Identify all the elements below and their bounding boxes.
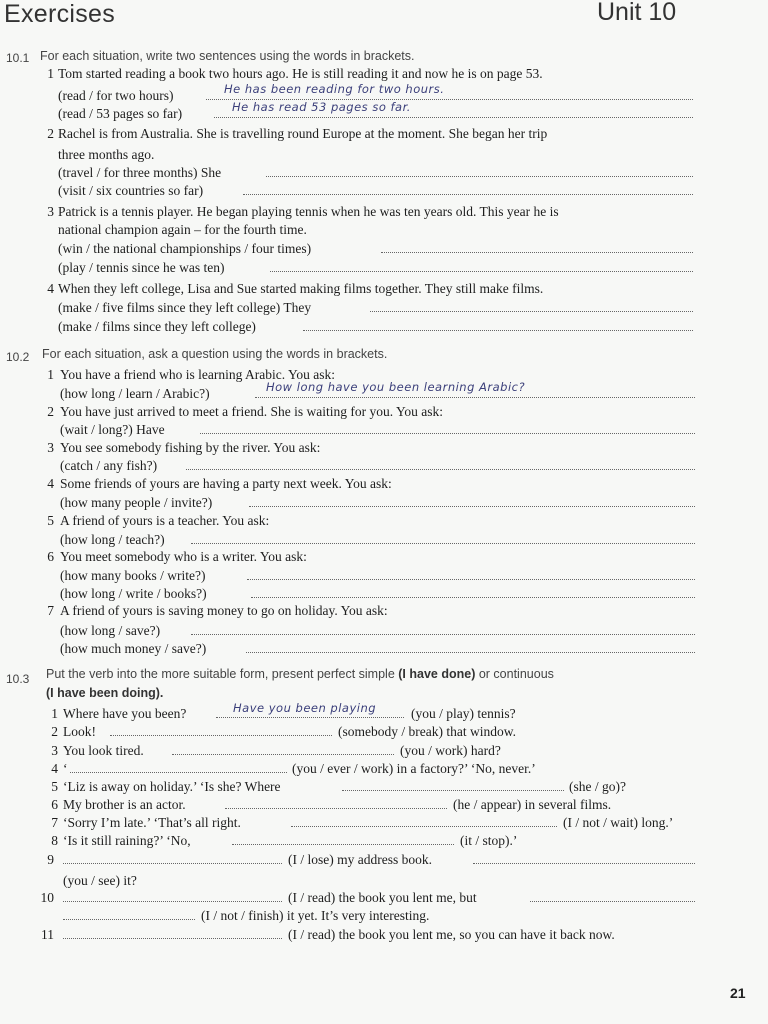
answer-line[interactable] xyxy=(530,901,695,902)
question-text: Patrick is a tennis player. He began playing tennis when he was ten years old. This year he is xyxy=(58,204,559,219)
answer-line[interactable] xyxy=(381,252,693,253)
section-instruction: For each situation, write two sentences using the words in brackets. xyxy=(40,49,415,63)
question-number: 6 xyxy=(47,549,54,564)
unit-title: Unit 10 xyxy=(597,0,677,26)
verb-prompt: (I / not / finish) it yet. It’s very interesting. xyxy=(201,908,430,923)
verb-prompt: (I / read) the book you lent me, so you can have it back now. xyxy=(288,927,615,942)
section-instruction xyxy=(46,686,163,700)
question-number: 7 xyxy=(51,815,58,830)
prompt: (how many books / write?) xyxy=(60,568,206,583)
question-text: You have a friend who is learning Arabic. You ask: xyxy=(60,367,335,382)
answer-line[interactable] xyxy=(63,919,195,920)
prompt: (visit / six countries so far) xyxy=(58,183,204,198)
page-number: 21 xyxy=(730,985,746,1001)
prompt: (make / five films since they left college) They xyxy=(58,300,312,315)
answer-line[interactable] xyxy=(191,543,695,544)
prompt: (wait / long?) Have xyxy=(60,422,165,437)
question-text: three months ago. xyxy=(58,147,155,162)
question-number: 6 xyxy=(51,797,58,812)
sentence-start: ‘Is it still raining?’ ‘No, xyxy=(63,833,191,848)
prompt: (how many people / invite?) xyxy=(60,495,213,510)
question-number: 2 xyxy=(47,404,54,419)
question-number: 3 xyxy=(51,743,58,758)
answer-line[interactable] xyxy=(255,397,695,398)
answer-line[interactable] xyxy=(291,826,557,827)
answer-line[interactable] xyxy=(225,808,447,809)
instruction-form: (I have done) xyxy=(398,667,476,681)
verb-prompt: (I / read) the book you lent me, but xyxy=(288,890,477,905)
prompt: (catch / any fish?) xyxy=(60,458,158,473)
answer-line[interactable] xyxy=(251,597,695,598)
question-number: 5 xyxy=(51,779,58,794)
answer-line[interactable] xyxy=(270,271,693,272)
answer-line[interactable] xyxy=(63,901,282,902)
exercises-title: Exercises xyxy=(4,0,116,28)
question-number: 7 xyxy=(47,603,54,618)
answer-line[interactable] xyxy=(370,311,693,312)
section-instruction xyxy=(46,667,554,681)
handwritten-answer: Have you been playing xyxy=(233,701,377,715)
prompt: (travel / for three months) She xyxy=(58,165,222,180)
prompt: (how much money / save?) xyxy=(60,641,207,656)
question-number: 1 xyxy=(47,367,54,382)
prompt: (read / 53 pages so far) xyxy=(58,106,183,121)
question-text: A friend of yours is a teacher. You ask: xyxy=(60,513,270,528)
answer-line[interactable] xyxy=(110,735,332,736)
question-text: national champion again – for the fourth time. xyxy=(58,222,307,237)
question-text: When they left college, Lisa and Sue started making films together. They still make films. xyxy=(58,281,544,296)
verb-prompt: (somebody / break) that window. xyxy=(338,724,516,739)
handwritten-answer: He has been reading for two hours. xyxy=(224,82,445,96)
answer-line[interactable] xyxy=(303,330,693,331)
question-number: 3 xyxy=(47,440,54,455)
verb-prompt: (you / play) tennis? xyxy=(411,706,516,721)
verb-prompt: (you / ever / work) in a factory?’ ‘No, never.’ xyxy=(292,761,536,776)
question-text: You see somebody fishing by the river. You ask: xyxy=(60,440,321,455)
prompt: (win / the national championships / four times) xyxy=(58,241,312,256)
answer-line[interactable] xyxy=(63,938,282,939)
question-number: 11 xyxy=(41,927,54,942)
answer-line[interactable] xyxy=(473,863,695,864)
answer-line[interactable] xyxy=(216,717,404,718)
section-number: 10.2 xyxy=(6,350,30,364)
handwritten-answer: He has read 53 pages so far. xyxy=(232,100,411,114)
question-number: 4 xyxy=(47,281,54,296)
section-instruction: For each situation, ask a question using the words in brackets. xyxy=(42,347,388,361)
question-text: You meet somebody who is a writer. You ask: xyxy=(60,549,307,564)
prompt: (play / tennis since he was ten) xyxy=(58,260,225,275)
prompt: (make / films since they left college) xyxy=(58,319,256,334)
verb-prompt: (she / go)? xyxy=(569,779,626,794)
verb-prompt: (I / lose) my address book. xyxy=(288,852,432,867)
answer-line[interactable] xyxy=(232,844,454,845)
answer-line[interactable] xyxy=(247,579,695,580)
prompt: (read / for two hours) xyxy=(58,88,174,103)
answer-line[interactable] xyxy=(266,176,693,177)
answer-line[interactable] xyxy=(249,506,695,507)
answer-line[interactable] xyxy=(246,652,695,653)
question-number: 9 xyxy=(47,852,54,867)
question-number: 4 xyxy=(47,476,54,491)
sentence-start: ‘Sorry I’m late.’ ‘That’s all right. xyxy=(63,815,241,830)
section-number: 10.3 xyxy=(6,672,30,686)
verb-prompt: (he / appear) in several films. xyxy=(453,797,612,812)
instruction-form: (I have been doing). xyxy=(46,686,164,700)
question-text: You have just arrived to meet a friend. She is waiting for you. You ask: xyxy=(60,404,443,419)
instruction-part: or continuous xyxy=(478,667,554,681)
question-number: 3 xyxy=(47,204,54,219)
sentence-start: ‘Liz is away on holiday.’ ‘Is she? Where xyxy=(63,779,281,794)
sentence-start: My brother is an actor. xyxy=(63,797,186,812)
question-number: 2 xyxy=(47,126,54,141)
verb-prompt: (you / see) it? xyxy=(63,873,137,888)
answer-line[interactable] xyxy=(186,469,695,470)
question-number: 10 xyxy=(40,890,54,905)
question-number: 1 xyxy=(51,706,58,721)
verb-prompt: (it / stop).’ xyxy=(460,833,518,848)
answer-line[interactable] xyxy=(200,433,695,434)
question-text: Rachel is from Australia. She is travelling round Europe at the moment. She began her trip xyxy=(58,126,548,141)
question-number: 4 xyxy=(51,761,58,776)
answer-line[interactable] xyxy=(243,194,693,195)
prompt: (how long / teach?) xyxy=(60,532,165,547)
question-number: 5 xyxy=(47,513,54,528)
question-text: A friend of yours is saving money to go on holiday. You ask: xyxy=(60,603,388,618)
prompt: (how long / learn / Arabic?) xyxy=(60,386,210,401)
answer-line[interactable] xyxy=(214,117,693,118)
verb-prompt: (you / work) hard? xyxy=(400,743,501,758)
answer-line[interactable] xyxy=(191,634,695,635)
instruction-part: Put the verb into the more suitable form, present perfect simple xyxy=(46,667,395,681)
sentence-start: ‘ xyxy=(63,761,68,776)
answer-line[interactable] xyxy=(70,772,287,773)
question-number: 8 xyxy=(51,833,58,848)
sentence-start: Where have you been? xyxy=(63,706,187,721)
question-number: 1 xyxy=(47,66,54,81)
question-text: Tom started reading a book two hours ago. He is still reading it and now he is on page 53. xyxy=(58,66,543,81)
section-number: 10.1 xyxy=(6,51,30,65)
handwritten-answer: How long have you been learning Arabic? xyxy=(266,380,526,394)
sentence-start: You look tired. xyxy=(63,743,144,758)
answer-line[interactable] xyxy=(172,754,394,755)
verb-prompt: (I / not / wait) long.’ xyxy=(563,815,674,830)
prompt: (how long / save?) xyxy=(60,623,161,638)
question-number: 2 xyxy=(51,724,58,739)
answer-line[interactable] xyxy=(63,863,282,864)
question-text: Some friends of yours are having a party next week. You ask: xyxy=(60,476,392,491)
sentence-start: Look! xyxy=(63,724,96,739)
answer-line[interactable] xyxy=(342,790,564,791)
prompt: (how long / write / books?) xyxy=(60,586,207,601)
